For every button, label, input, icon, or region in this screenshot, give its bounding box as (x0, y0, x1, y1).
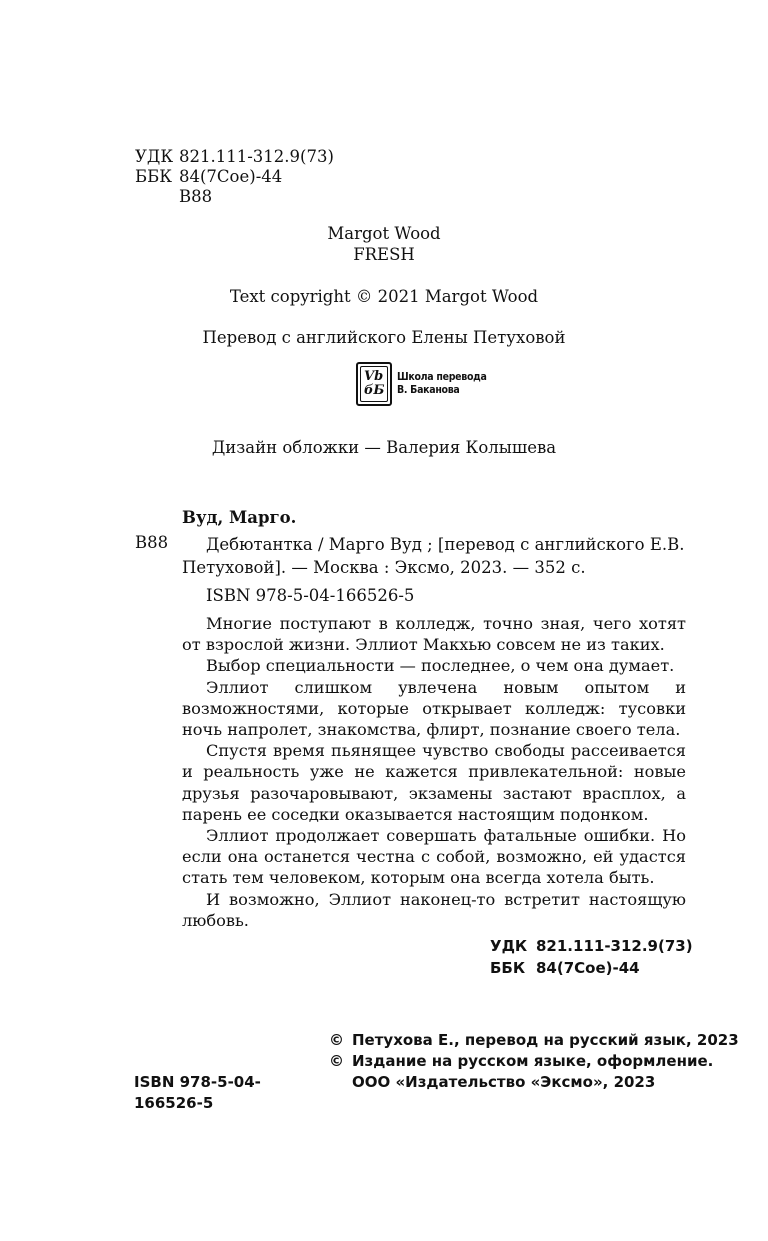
biblio-mark: В88 (135, 533, 169, 552)
biblio-author-heading: Вуд, Марго. (182, 508, 297, 527)
logo-mark-icon (356, 362, 392, 406)
bbk-row (135, 167, 334, 187)
translation-credit: Перевод с английского Елены Петуховой (202, 328, 566, 347)
bbk-row-bottom (490, 957, 693, 979)
udk-row-bottom (490, 935, 693, 957)
footer-isbn: ISBN 978-5-04-166526-5 (134, 1073, 261, 1112)
annotation-paragraph: Эллиот слишком увлечена новым опытом и возможностями, которые открывает колледж: тусовки ночь напролет, знакомства, флирт, познание своего тела. (182, 677, 686, 740)
annotation (182, 613, 686, 931)
copyright-translation: Петухова Е., перевод на русский язык, 2023 (352, 1031, 739, 1049)
biblio-isbn: ISBN 978-5-04-166526-5 (206, 586, 415, 605)
original-copyright: Text copyright © 2021 Margot Wood (229, 287, 539, 306)
cover-design-credit: Дизайн обложки — Валерия Колышева (211, 438, 557, 457)
classification-block-bottom (490, 935, 693, 979)
annotation-paragraph: Многие поступают в колледж, точно зная, чего хотят от взрослой жизни. Эллиот Макхью совсем не из таких. (182, 614, 686, 655)
logo-line-1: Школа перевода (397, 371, 487, 383)
copyright-symbol: © (329, 1052, 344, 1070)
copyright-row-2 (134, 1051, 739, 1072)
udk-label-bottom: УДК (490, 937, 528, 955)
logo-line-2: В. Баканова (397, 384, 460, 396)
annotation-paragraph: Эллиот продолжает совершать фатальные ошибки. Но если она останется честна с собой, возможно, ей удастся стать тем человеком, которым она всегда хотела быть. (182, 826, 686, 888)
udk-label: УДК (135, 147, 174, 166)
annotation-paragraph: Спустя время пьянящее чувство свободы рассеивается и реальность уже не кажется привлекательной: новые друзья разочаровывают, экзамены застают врасплох, а парень ее соседки оказывается настоящим подонком. (182, 741, 686, 824)
original-author: Margot Wood (327, 224, 441, 243)
author-mark: В88 (179, 187, 213, 206)
annotation-paragraph: Выбор специальности — последнее, о чем она думает. (206, 656, 675, 676)
copyright-publisher: ООО «Издательство «Эксмо», 2023 (352, 1073, 656, 1091)
bbk-value-bottom: 84(7Сое)-44 (536, 959, 640, 977)
copyright-block (134, 1030, 739, 1114)
logo-mark-bottom: бБ (364, 383, 385, 398)
copyright-symbol: © (329, 1031, 344, 1049)
author-mark-row (135, 187, 334, 207)
copyright-edition: Издание на русском языке, оформление. (352, 1052, 714, 1070)
logo-mark-top: Vb (364, 369, 384, 384)
annotation-paragraph: И возможно, Эллиот наконец-то встретит настоящую любовь. (182, 889, 686, 930)
bbk-label: ББК (135, 167, 173, 186)
copyright-row-1 (134, 1030, 739, 1051)
original-title: FRESH (353, 245, 415, 264)
bbk-label-bottom: ББК (490, 959, 526, 977)
biblio-description: Дебютантка / Марго Вуд ; [перевод с английского Е.В. Петуховой]. — Москва : Эксмо, 2023. — 352 с. (182, 535, 685, 577)
copyright-row-3 (134, 1072, 739, 1114)
udk-row (135, 147, 334, 167)
logo-text (397, 371, 487, 397)
translation-school-logo (356, 362, 487, 406)
udk-value: 821.111-312.9(73) (179, 147, 334, 166)
classification-block (135, 147, 334, 207)
bbk-value: 84(7Сое)-44 (179, 167, 283, 186)
udk-value-bottom: 821.111-312.9(73) (536, 937, 693, 955)
